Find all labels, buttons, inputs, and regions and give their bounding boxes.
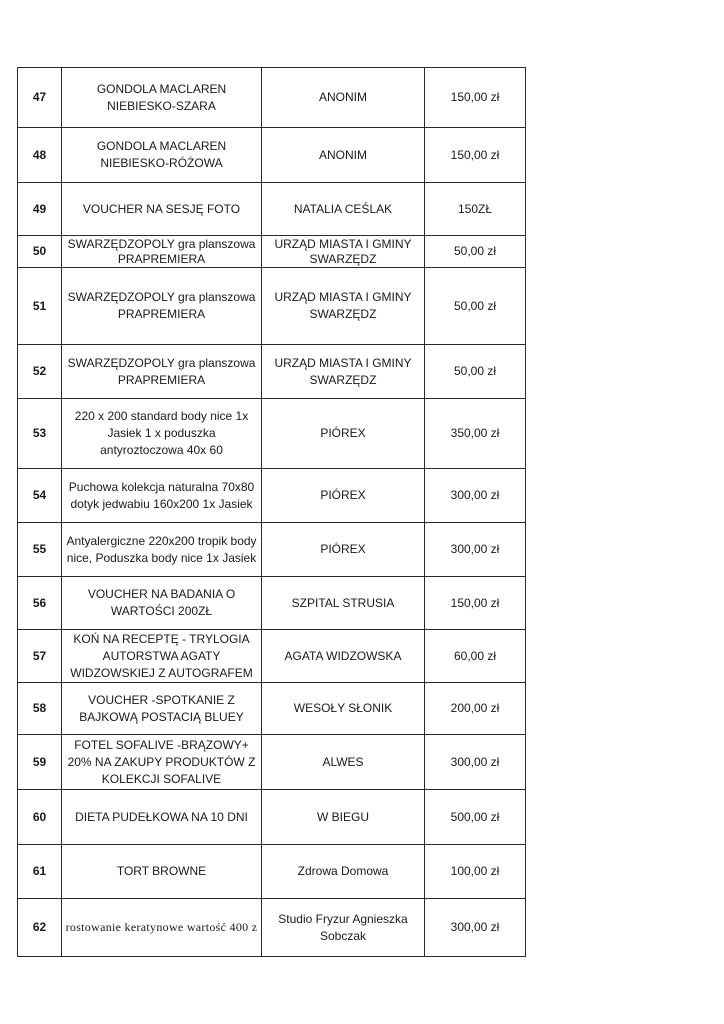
item-description: SWARZĘDZOPOLY gra planszowa PRAPREMIERA — [62, 268, 262, 345]
item-description: 220 x 200 standard body nice 1x Jasiek 1 x poduszka antyroztoczowa 40x 60 — [62, 399, 262, 469]
donor-name: ALWES — [262, 735, 425, 790]
item-description: SWARZĘDZOPOLY gra planszowa PRAPREMIERA — [62, 236, 262, 268]
item-description: Antyalergiczne 220x200 tropik body nice, Poduszka body nice 1x Jasiek — [62, 523, 262, 577]
donor-name: Studio Fryzur Agnieszka Sobczak — [262, 899, 425, 957]
table-row — [18, 345, 526, 399]
row-number: 58 — [18, 683, 62, 735]
table-row — [18, 790, 526, 845]
item-description: Puchowa kolekcja naturalna 70x80 dotyk jedwabiu 160x200 1x Jasiek — [62, 469, 262, 523]
table-row — [18, 735, 526, 790]
item-value: 50,00 zł — [425, 268, 526, 345]
item-value: 350,00 zł — [425, 399, 526, 469]
donor-name: URZĄD MIASTA I GMINY SWARZĘDZ — [262, 268, 425, 345]
item-value: 60,00 zł — [425, 630, 526, 683]
item-description: KOŃ NA RECEPTĘ - TRYLOGIA AUTORSTWA AGATY WIDZOWSKIEJ Z AUTOGRAFEM — [62, 630, 262, 683]
donor-name: ANONIM — [262, 128, 425, 183]
item-description: FOTEL SOFALIVE -BRĄZOWY+ 20% NA ZAKUPY PRODUKTÓW Z KOLEKCJI SOFALIVE — [62, 735, 262, 790]
item-description: VOUCHER NA BADANIA O WARTOŚCI 200ZŁ — [62, 577, 262, 630]
row-number: 61 — [18, 845, 62, 899]
table-row — [18, 845, 526, 899]
item-value: 50,00 zł — [425, 236, 526, 268]
row-number: 57 — [18, 630, 62, 683]
table-row — [18, 469, 526, 523]
donor-name: AGATA WIDZOWSKA — [262, 630, 425, 683]
item-description: rostowanie keratynowe wartość 400 z — [62, 899, 262, 957]
row-number: 53 — [18, 399, 62, 469]
row-number: 60 — [18, 790, 62, 845]
donor-name: URZĄD MIASTA I GMINY SWARZĘDZ — [262, 236, 425, 268]
table-row — [18, 399, 526, 469]
item-value: 500,00 zł — [425, 790, 526, 845]
donor-name: PIÓREX — [262, 399, 425, 469]
item-value: 300,00 zł — [425, 523, 526, 577]
item-description: VOUCHER NA SESJĘ FOTO — [62, 183, 262, 236]
item-value: 300,00 zł — [425, 735, 526, 790]
item-value: 150,00 zł — [425, 128, 526, 183]
item-value: 300,00 zł — [425, 899, 526, 957]
row-number: 54 — [18, 469, 62, 523]
row-number: 62 — [18, 899, 62, 957]
table-row — [18, 68, 526, 128]
table-row — [18, 128, 526, 183]
row-number: 49 — [18, 183, 62, 236]
row-number: 56 — [18, 577, 62, 630]
item-description: VOUCHER -SPOTKANIE Z BAJKOWĄ POSTACIĄ BLUEY — [62, 683, 262, 735]
donor-name: NATALIA CEŚLAK — [262, 183, 425, 236]
item-description: GONDOLA MACLAREN NIEBIESKO-SZARA — [62, 68, 262, 128]
table-row — [18, 268, 526, 345]
donor-name: ANONIM — [262, 68, 425, 128]
table-row — [18, 577, 526, 630]
item-value: 100,00 zł — [425, 845, 526, 899]
table-row — [18, 183, 526, 236]
item-value: 150,00 zł — [425, 68, 526, 128]
table-row — [18, 630, 526, 683]
item-description: SWARZĘDZOPOLY gra planszowa PRAPREMIERA — [62, 345, 262, 399]
table-row — [18, 523, 526, 577]
donor-name: Zdrowa Domowa — [262, 845, 425, 899]
item-value: 150ZŁ — [425, 183, 526, 236]
item-value: 200,00 zł — [425, 683, 526, 735]
item-description: GONDOLA MACLAREN NIEBIESKO-RÓŻOWA — [62, 128, 262, 183]
item-value: 300,00 zł — [425, 469, 526, 523]
row-number: 48 — [18, 128, 62, 183]
table-row — [18, 236, 526, 268]
table-row — [18, 899, 526, 957]
row-number: 59 — [18, 735, 62, 790]
row-number: 52 — [18, 345, 62, 399]
donor-name: PIÓREX — [262, 523, 425, 577]
row-number: 50 — [18, 236, 62, 268]
donor-name: PIÓREX — [262, 469, 425, 523]
item-description: DIETA PUDEŁKOWA NA 10 DNI — [62, 790, 262, 845]
item-description: TORT BROWNE — [62, 845, 262, 899]
donor-name: URZĄD MIASTA I GMINY SWARZĘDZ — [262, 345, 425, 399]
table-row — [18, 683, 526, 735]
row-number: 55 — [18, 523, 62, 577]
donor-name: SZPITAL STRUSIA — [262, 577, 425, 630]
donation-table — [17, 67, 526, 957]
item-value: 150,00 zł — [425, 577, 526, 630]
row-number: 47 — [18, 68, 62, 128]
item-value: 50,00 zł — [425, 345, 526, 399]
donor-name: WESOŁY SŁONIK — [262, 683, 425, 735]
row-number: 51 — [18, 268, 62, 345]
donor-name: W BIEGU — [262, 790, 425, 845]
